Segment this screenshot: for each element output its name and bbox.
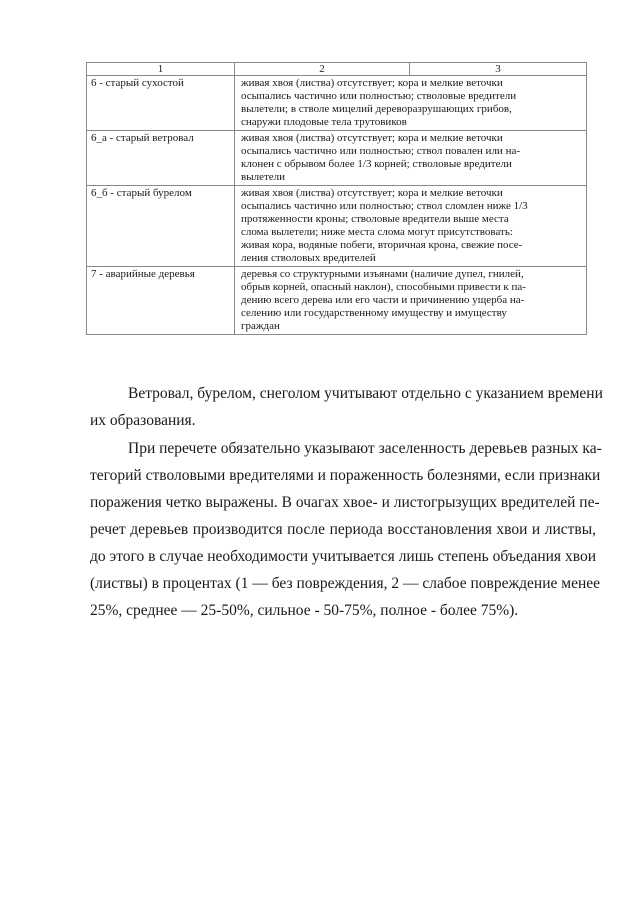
paragraph xyxy=(90,380,603,434)
table-header-col-1: 1 xyxy=(87,63,235,76)
category-label: 6_а - старый ветровал xyxy=(91,132,194,144)
paragraph-line: тегорий стволовыми вредителями и пораженность болезнями, если признаки xyxy=(90,467,601,484)
category-label: 7 - аварийные деревья xyxy=(91,268,195,280)
paragraph xyxy=(90,435,602,624)
table-header-col-3: 3 xyxy=(410,63,587,76)
table-row xyxy=(87,267,587,335)
description-line: осыпались частично или полностью; ствол сломлен ниже 1/3 xyxy=(241,200,528,212)
paragraph-line: до этого в случае необходимости учитывается лишь степень объедания хвои xyxy=(90,548,596,565)
category-cell xyxy=(87,267,235,335)
category-cell xyxy=(87,186,235,267)
table-header-col-2: 2 xyxy=(235,63,410,76)
paragraph-line: 25%, среднее — 25-50%, сильное - 50-75%, полное - более 75%). xyxy=(90,602,519,619)
description-line: живая кора, водяные побеги, вторичная крона, свежие посе- xyxy=(241,239,523,251)
table-row xyxy=(87,186,587,267)
description-cell xyxy=(235,186,587,267)
description-line: деревья со структурными изъянами (наличие дупел, гнилей, xyxy=(241,268,524,280)
category-cell xyxy=(87,131,235,186)
category-label: 6_б - старый бурелом xyxy=(91,187,192,199)
paragraph-line: (листвы) в процентах (1 — без повреждения, 2 — слабое повреждение менее xyxy=(90,575,601,592)
description-cell xyxy=(235,131,587,186)
description-cell xyxy=(235,76,587,131)
description-line: осыпались частично или полностью; ствол повален или на- xyxy=(241,145,521,157)
paragraph-line: речет деревьев производится после периода восстановления хвои и листвы, xyxy=(90,521,596,538)
description-line: живая хвоя (листва) отсутствует; кора и мелкие веточки xyxy=(241,187,503,199)
description-line: снаружи плодовые тела трутовиков xyxy=(241,116,407,128)
table-row xyxy=(87,131,587,186)
paragraph-windfall xyxy=(90,380,603,434)
description-line: обрыв корней, опасный наклон), способными привести к па- xyxy=(241,281,526,293)
category-cell xyxy=(87,76,235,131)
paragraph-recount xyxy=(90,435,602,624)
description-line: слома вылетели; ниже места слома могут присутствовать: xyxy=(241,226,513,238)
description-line: дению всего дерева или его части и причинению ущерба на- xyxy=(241,294,525,306)
description-line: осыпались частично или полностью; стволовые вредители xyxy=(241,90,517,102)
description-line: вылетели xyxy=(241,171,286,183)
description-line: протяженности кроны; стволовые вредители выше места xyxy=(241,213,509,225)
paragraph-line: поражения четко выражены. В очагах хвое- и листогрызущих вредителей пе- xyxy=(90,494,600,511)
description-line: клонен с обрывом более 1/3 корней; стволовые вредители xyxy=(241,158,512,170)
description-cell xyxy=(235,267,587,335)
table-header-row xyxy=(87,63,587,76)
paragraph-line: их образования. xyxy=(90,412,196,429)
description-line: вылетели; в стволе мицелий дереворазрушающих грибов, xyxy=(241,103,512,115)
paragraph-line: При перечете обязательно указывают заселенность деревьев разных ка- xyxy=(128,440,602,457)
description-line: селению или государственному имуществу и имуществу xyxy=(241,307,507,319)
description-line: ления стволовых вредителей xyxy=(241,252,376,264)
paragraph-line: Ветровал, бурелом, снеголом учитывают отдельно с указанием времени xyxy=(128,385,603,402)
description-line: живая хвоя (листва) отсутствует; кора и мелкие веточки xyxy=(241,77,503,89)
description-line: живая хвоя (листва) отсутствует; кора и мелкие веточки xyxy=(241,132,503,144)
description-line: граждан xyxy=(241,320,280,332)
tree-category-table xyxy=(86,62,587,335)
table-row xyxy=(87,76,587,131)
category-label: 6 - старый сухостой xyxy=(91,77,184,89)
